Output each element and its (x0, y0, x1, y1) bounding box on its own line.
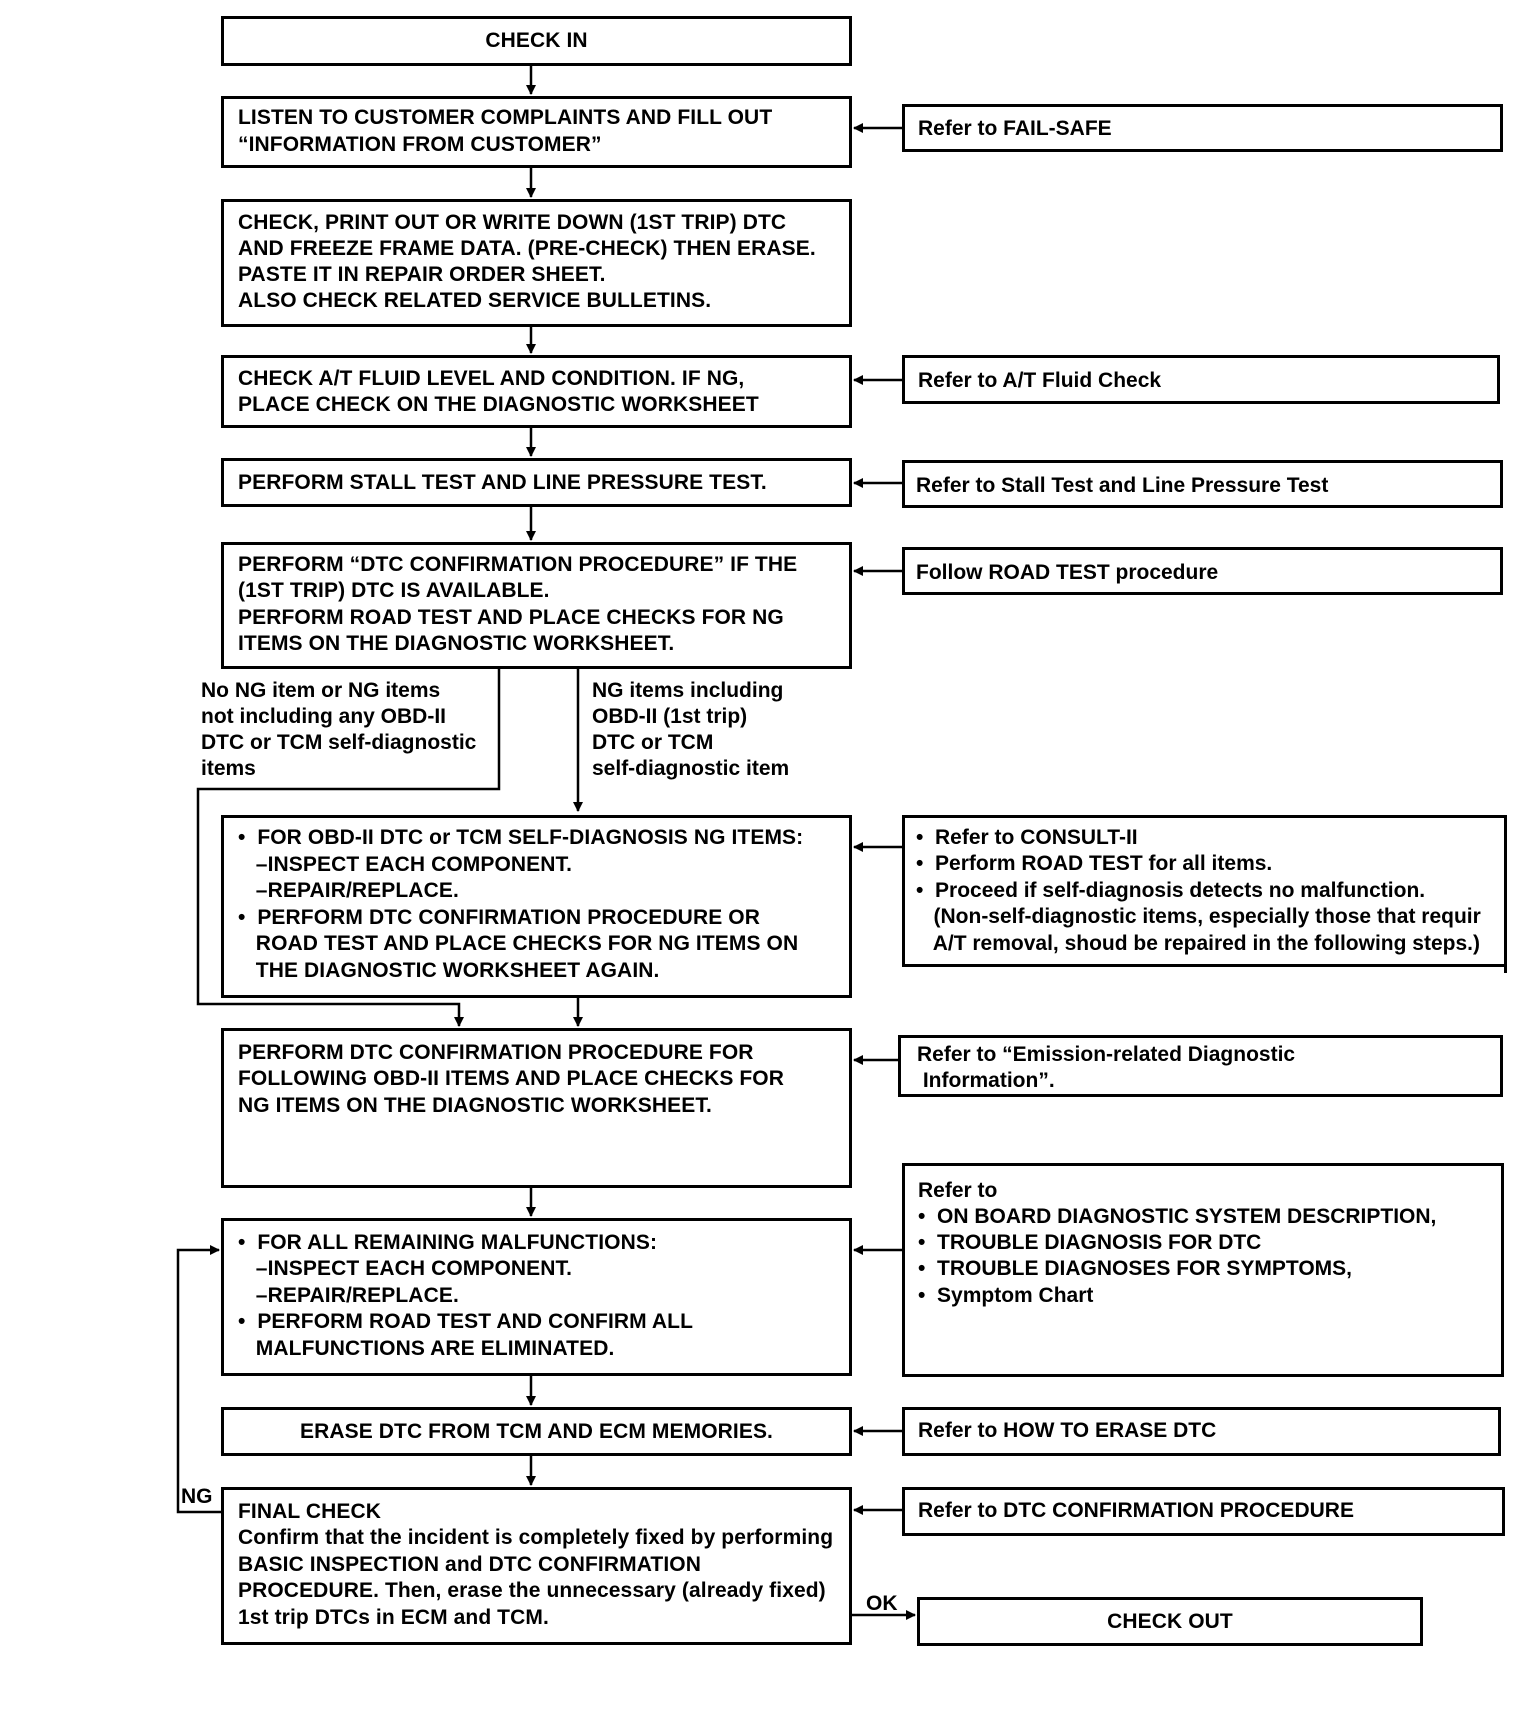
step-text: ITEMS ON THE DIAGNOSTIC WORKSHEET. (238, 632, 675, 655)
step-dtc-confirmation (221, 542, 852, 669)
ref-text: Refer to DTC CONFIRMATION PROCEDURE (918, 1499, 1354, 1522)
branch-text: not including any OBD-II (201, 705, 446, 728)
branch-text: items (201, 757, 256, 780)
ref-road-test (902, 547, 1503, 595)
step-listen-customer (221, 96, 852, 168)
step-text: CHECK A/T FLUID LEVEL AND CONDITION. IF NG, (238, 367, 745, 390)
ref-obd-description (902, 1163, 1504, 1377)
step-following-obd-items (221, 1028, 852, 1188)
step-text: • FOR OBD-II DTC or TCM SELF-DIAGNOSIS NG ITEMS: (238, 826, 804, 849)
ref-text: Refer to HOW TO ERASE DTC (918, 1419, 1217, 1442)
ref-text: Refer to Stall Test and Line Pressure Test (916, 474, 1329, 497)
ref-text: A/T removal, shoud be repaired in the following steps.) (916, 932, 1480, 955)
ref-text: • TROUBLE DIAGNOSIS FOR DTC (918, 1231, 1262, 1254)
step-text: PERFORM DTC CONFIRMATION PROCEDURE FOR (238, 1041, 754, 1064)
ref-how-to-erase (902, 1407, 1501, 1456)
step-text: • FOR ALL REMAINING MALFUNCTIONS: (238, 1231, 658, 1254)
step-text: ERASE DTC FROM TCM AND ECM MEMORIES. (300, 1420, 773, 1443)
step-text: (1ST TRIP) DTC IS AVAILABLE. (238, 579, 550, 602)
step-text: –REPAIR/REPLACE. (238, 1284, 459, 1307)
step-text: • PERFORM ROAD TEST AND CONFIRM ALL (238, 1310, 694, 1333)
step-text: FOLLOWING OBD-II ITEMS AND PLACE CHECKS FOR (238, 1067, 785, 1090)
step-text (238, 210, 786, 237)
step-text: ROAD TEST AND PLACE CHECKS FOR NG ITEMS ON (238, 932, 799, 955)
ref-text: • Perform ROAD TEST for all items. (916, 852, 1273, 875)
ref-stall-test (902, 460, 1503, 508)
ref-text: • Symptom Chart (918, 1284, 1094, 1307)
step-text: CHECK OUT (1107, 1610, 1233, 1633)
ref-text: Refer to (918, 1179, 998, 1202)
step-text: Confirm that the incident is completely fixed by performing (238, 1526, 834, 1549)
step-text: THE DIAGNOSTIC WORKSHEET AGAIN. (238, 959, 660, 982)
step-fluid-check (221, 355, 852, 428)
ref-dtc-confirmation (902, 1487, 1505, 1536)
step-text: PLACE CHECK ON THE DIAGNOSTIC WORKSHEET (238, 393, 759, 416)
step-text: • PERFORM DTC CONFIRMATION PROCEDURE OR (238, 906, 760, 929)
step-text: –INSPECT EACH COMPONENT. (238, 1257, 573, 1280)
ref-text: • Refer to CONSULT-II (916, 826, 1138, 849)
step-text: –INSPECT EACH COMPONENT. (238, 853, 573, 876)
ref-text: Refer to A/T Fluid Check (918, 369, 1162, 392)
branch-text: DTC or TCM (592, 731, 714, 754)
step-obd-self-diagnosis (221, 815, 852, 998)
step-text: LISTEN TO CUSTOMER COMPLAINTS AND FILL OUT (238, 106, 773, 129)
ref-emission-info (898, 1035, 1503, 1097)
ref-consult-right-border (1504, 815, 1507, 973)
ref-text: • Proceed if self-diagnosis detects no malfunction. (916, 879, 1426, 902)
branch-text: No NG item or NG items (201, 679, 441, 702)
step-text: AND FREEZE FRAME DATA. (PRE-CHECK) THEN ERASE. (238, 237, 816, 260)
edge-label-ok: OK (866, 1592, 898, 1615)
step-text: BASIC INSPECTION and DTC CONFIRMATION (238, 1553, 701, 1576)
ref-text: Follow ROAD TEST procedure (916, 561, 1219, 584)
step-text: “INFORMATION FROM CUSTOMER” (238, 133, 602, 156)
step-text: PERFORM STALL TEST AND LINE PRESSURE TEST. (238, 471, 767, 494)
ref-text: • ON BOARD DIAGNOSTIC SYSTEM DESCRIPTION, (918, 1205, 1437, 1228)
step-stall-test (221, 458, 852, 507)
ref-fluid-check (902, 355, 1500, 404)
ref-text: Information”. (917, 1069, 1055, 1092)
step-text: PASTE IT IN REPAIR ORDER SHEET. (238, 263, 606, 286)
step-check-in (221, 16, 852, 66)
step-text: NG ITEMS ON THE DIAGNOSTIC WORKSHEET. (238, 1094, 712, 1117)
step-final-check (221, 1487, 852, 1645)
ref-text: (Non-self-diagnostic items, especially those that requir (916, 905, 1481, 928)
step-text: ALSO CHECK RELATED SERVICE BULLETINS. (238, 289, 712, 312)
ref-fail-safe (902, 104, 1503, 152)
ref-text: • TROUBLE DIAGNOSES FOR SYMPTOMS, (918, 1257, 1352, 1280)
branch-text: NG items including (592, 679, 784, 702)
ref-text: Refer to “Emission-related Diagnostic (917, 1043, 1296, 1066)
step-text: PERFORM “DTC CONFIRMATION PROCEDURE” IF THE (238, 553, 798, 576)
edge-label-ng: NG (181, 1485, 213, 1508)
step-check-dtc (221, 199, 852, 327)
ref-consult-ii (902, 815, 1504, 967)
step-text: PERFORM ROAD TEST AND PLACE CHECKS FOR NG (238, 606, 784, 629)
step-text: PROCEDURE. Then, erase the unnecessary (already fixed) (238, 1579, 826, 1602)
step-text: 1st trip DTCs in ECM and TCM. (238, 1606, 549, 1629)
emphasis-print-out: PRINT OUT (325, 211, 440, 234)
branch-text: DTC or TCM self-diagnostic (201, 731, 477, 754)
step-text: –REPAIR/REPLACE. (238, 879, 459, 902)
step-check-out (917, 1597, 1423, 1646)
text-segment: CHECK, (238, 211, 326, 234)
step-text: CHECK IN (485, 29, 588, 52)
branch-text: OBD-II (1st trip) (592, 705, 748, 728)
step-erase-dtc (221, 1407, 852, 1456)
step-text: FINAL CHECK (238, 1500, 382, 1523)
text-segment: OR WRITE DOWN (1ST TRIP) DTC (439, 211, 787, 234)
branch-text: self-diagnostic item (592, 757, 790, 780)
step-remaining-malfunctions (221, 1218, 852, 1376)
step-text: MALFUNCTIONS ARE ELIMINATED. (238, 1337, 615, 1360)
ref-text: Refer to FAIL-SAFE (918, 117, 1112, 140)
